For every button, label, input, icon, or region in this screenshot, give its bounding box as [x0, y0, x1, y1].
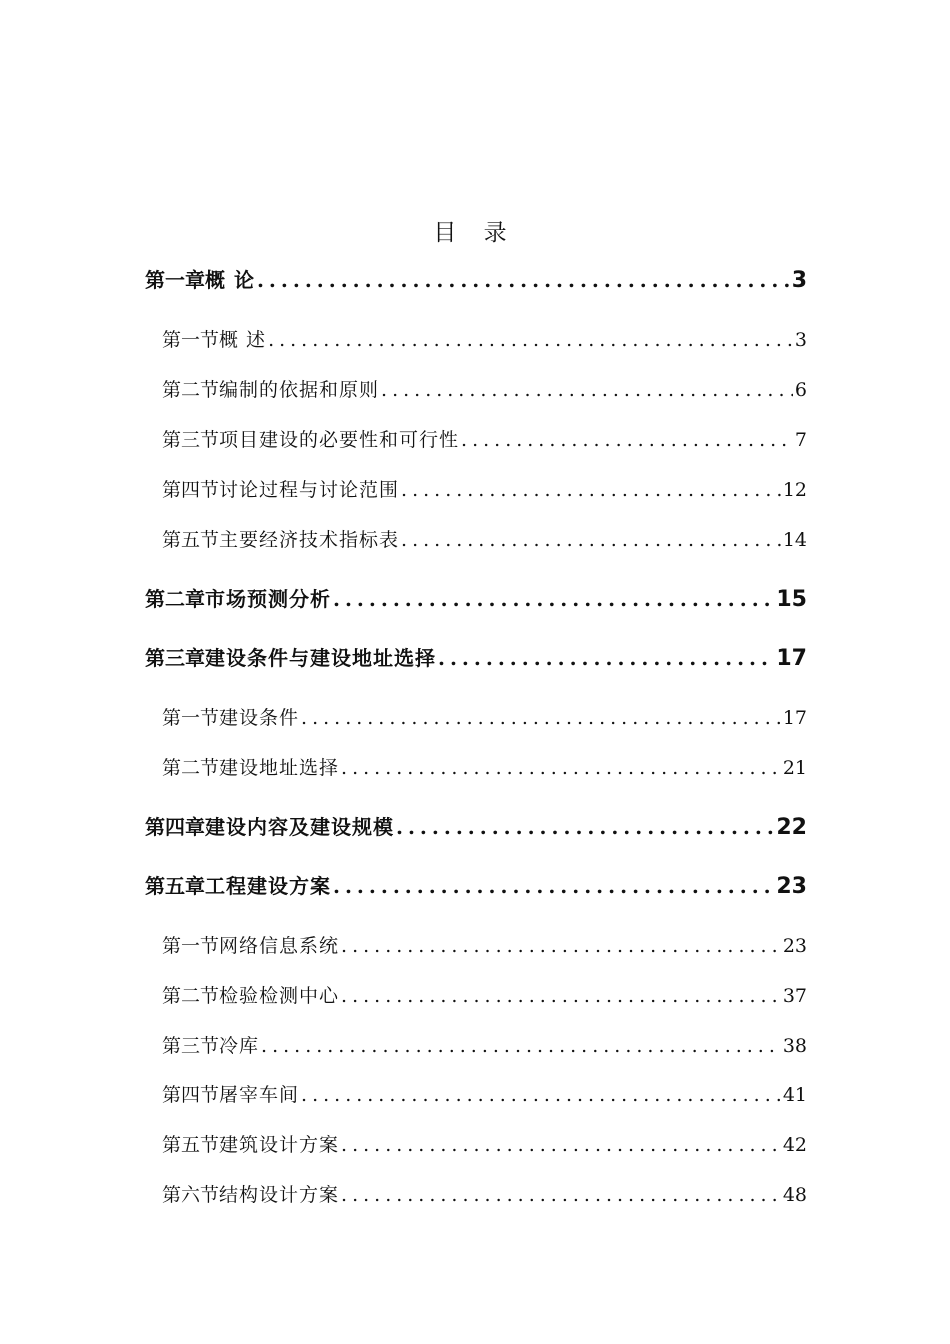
toc-entry-section[interactable] — [162, 1080, 807, 1107]
toc-entry-chapter-3[interactable] — [145, 642, 807, 671]
toc-entry-section[interactable] — [162, 475, 807, 502]
dot-leader — [339, 985, 781, 1007]
entry-page: 21 — [782, 757, 807, 779]
toc-entry-section[interactable] — [162, 425, 807, 452]
toc-entry-section[interactable] — [162, 753, 807, 780]
dot-leader — [399, 529, 781, 551]
entry-page: 3 — [794, 329, 807, 351]
entry-number: 第一节 — [162, 935, 220, 957]
dot-leader — [299, 1084, 781, 1106]
dot-leader — [339, 1134, 781, 1156]
entry-page: 6 — [794, 379, 807, 401]
toc-entry-section[interactable] — [162, 1180, 807, 1207]
entry-label: 屠宰车间 — [219, 1084, 300, 1106]
entry-number: 第四章 — [145, 815, 205, 839]
entry-label: 检验检测中心 — [219, 985, 340, 1007]
dot-leader — [339, 757, 781, 779]
dot-leader — [331, 587, 774, 611]
entry-label: 结构设计方案 — [219, 1184, 340, 1206]
entry-page: 38 — [782, 1035, 807, 1057]
entry-page: 7 — [794, 429, 807, 451]
entry-number: 第三章 — [145, 646, 205, 670]
toc-entry-chapter-4[interactable] — [145, 811, 807, 840]
entry-label: 建设条件 — [219, 707, 300, 729]
entry-page: 48 — [782, 1184, 807, 1206]
toc-entry-section[interactable] — [162, 981, 807, 1008]
entry-label: 讨论过程与讨论范围 — [219, 479, 400, 501]
entry-number: 第四节 — [162, 479, 220, 501]
entry-page: 12 — [782, 479, 807, 501]
entry-page: 23 — [782, 935, 807, 957]
dot-leader — [379, 379, 793, 401]
entry-label: 概 论 — [205, 268, 255, 292]
toc-entry-chapter-1[interactable] — [145, 264, 807, 293]
entry-label: 概 述 — [219, 329, 267, 351]
dot-leader — [255, 268, 790, 292]
entry-page: 14 — [782, 529, 807, 551]
dot-leader — [436, 646, 774, 670]
entry-page: 37 — [782, 985, 807, 1007]
dot-leader — [394, 815, 774, 839]
entry-number: 第三节 — [162, 1035, 220, 1057]
entry-number: 第二节 — [162, 379, 220, 401]
entry-label: 市场预测分析 — [205, 587, 331, 611]
entry-number: 第五章 — [145, 874, 205, 898]
entry-number: 第一章 — [145, 268, 205, 292]
toc-title: 目 录 — [433, 220, 517, 246]
dot-leader — [339, 1184, 781, 1206]
entry-page: 17 — [776, 646, 807, 671]
entry-number: 第三节 — [162, 429, 220, 451]
toc-entry-section[interactable] — [162, 931, 807, 958]
entry-label: 工程建设方案 — [205, 874, 331, 898]
entry-page: 42 — [782, 1134, 807, 1156]
entry-label: 建设内容及建设规模 — [205, 815, 394, 839]
toc-entry-section[interactable] — [162, 525, 807, 552]
entry-number: 第六节 — [162, 1184, 220, 1206]
dot-leader — [399, 479, 781, 501]
toc-entry-chapter-5[interactable] — [145, 870, 807, 899]
entry-number: 第五节 — [162, 1134, 220, 1156]
toc-entry-section[interactable] — [162, 703, 807, 730]
toc-entry-section[interactable] — [162, 1031, 807, 1058]
dot-leader — [459, 429, 793, 451]
dot-leader — [331, 874, 774, 898]
entry-label: 编制的依据和原则 — [219, 379, 380, 401]
entry-label: 建筑设计方案 — [219, 1134, 340, 1156]
entry-label: 主要经济技术指标表 — [219, 529, 400, 551]
entry-page: 17 — [782, 707, 807, 729]
entry-number: 第四节 — [162, 1084, 220, 1106]
entry-number: 第一节 — [162, 329, 220, 351]
entry-label: 网络信息系统 — [219, 935, 340, 957]
dot-leader — [339, 935, 781, 957]
entry-page: 23 — [776, 874, 807, 899]
entry-number: 第二节 — [162, 757, 220, 779]
dot-leader — [266, 329, 793, 351]
entry-label: 建设地址选择 — [219, 757, 340, 779]
toc-entry-section[interactable] — [162, 375, 807, 402]
entry-label: 项目建设的必要性和可行性 — [219, 429, 460, 451]
toc-entry-section[interactable] — [162, 1130, 807, 1157]
entry-number: 第二节 — [162, 985, 220, 1007]
dot-leader — [259, 1035, 781, 1057]
entry-label: 建设条件与建设地址选择 — [205, 646, 436, 670]
entry-number: 第一节 — [162, 707, 220, 729]
entry-page: 22 — [776, 815, 807, 840]
entry-page: 41 — [782, 1084, 807, 1106]
entry-number: 第五节 — [162, 529, 220, 551]
dot-leader — [299, 707, 781, 729]
entry-page: 15 — [776, 587, 807, 612]
entry-label: 冷库 — [219, 1035, 260, 1057]
entry-number: 第二章 — [145, 587, 205, 611]
entry-page: 3 — [791, 268, 807, 293]
toc-entry-section[interactable] — [162, 325, 807, 352]
toc-entry-chapter-2[interactable] — [145, 583, 807, 612]
